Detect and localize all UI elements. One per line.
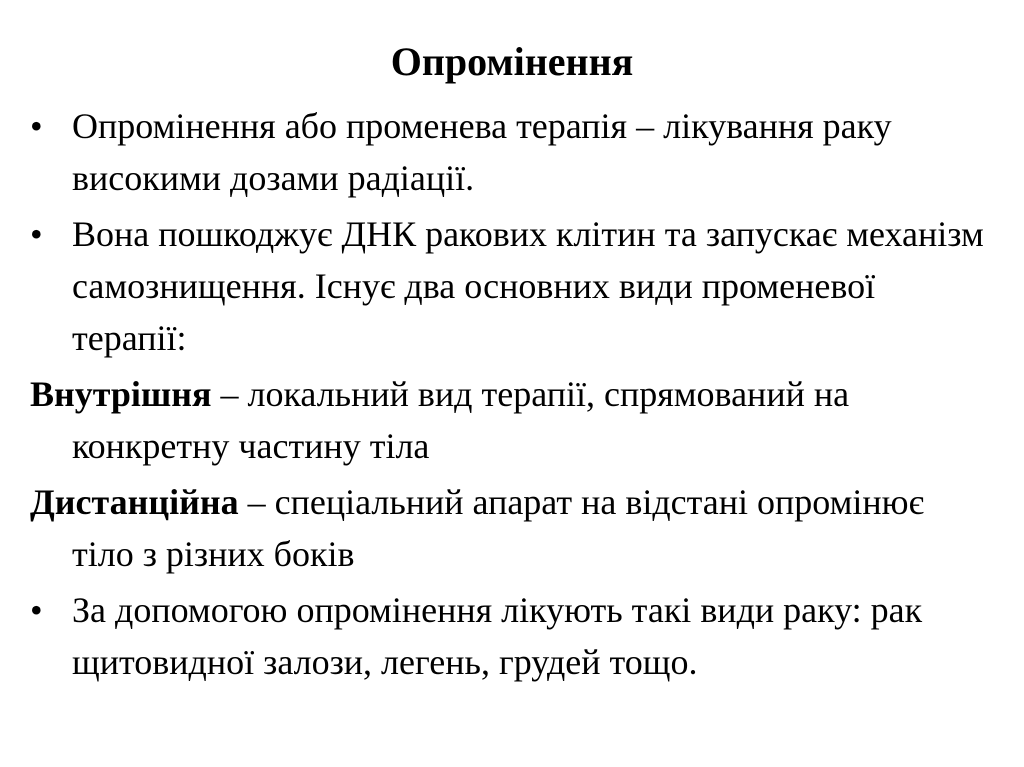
bullet-item-2 (30, 208, 990, 364)
bullet-text: За допомогою опромінення лікують такі види раку: рак щитовидної залози, легень, грудей тощо. (72, 590, 923, 682)
term-label: Внутрішня (30, 374, 212, 414)
slide-title: Опромінення (390, 39, 634, 84)
bullet-marker: • (30, 590, 43, 630)
term-item-internal (30, 368, 990, 472)
term-definition: – спеціальний апарат на відстані опромінює тіло з різних боків (72, 482, 925, 574)
term-label: Дистанційна (30, 482, 239, 522)
bullet-text: Опромінення або променева терапія – лікування раку високими дозами радіації. (72, 106, 892, 198)
bullet-item-1 (30, 100, 990, 204)
bullet-marker: • (30, 214, 43, 254)
bullet-marker: • (30, 106, 43, 146)
term-item-distance (30, 476, 990, 580)
bullet-text: Вона пошкоджує ДНК ракових клітин та запускає механізм самознищення. Існує два основних види променевої терапії: (72, 214, 984, 358)
slide-content (30, 100, 990, 692)
bullet-item-3 (30, 584, 990, 688)
term-definition: – локальний вид терапії, спрямований на конкретну частину тіла (72, 374, 850, 466)
